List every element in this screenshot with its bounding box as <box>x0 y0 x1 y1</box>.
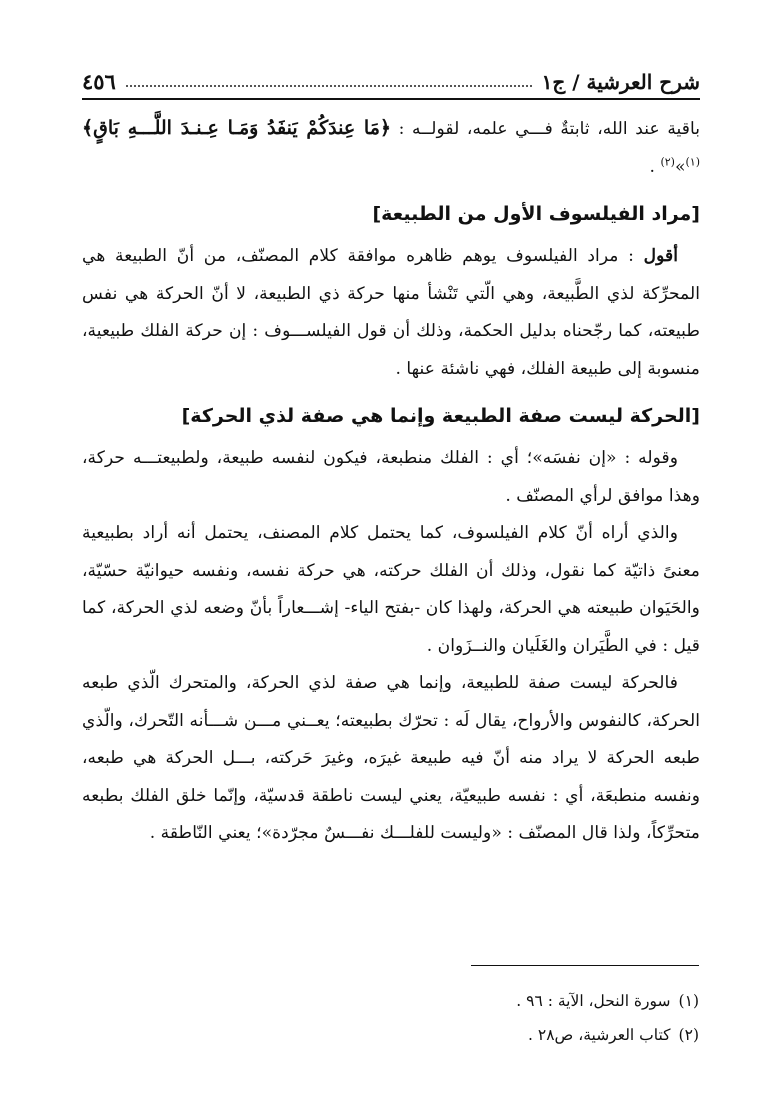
footnote-separator <box>471 965 699 966</box>
header-dotted-leader <box>126 85 532 87</box>
lead-word: أقول <box>643 246 678 266</box>
running-title: شرح العرشية / ج١ <box>541 70 700 94</box>
paragraph: وقوله : «إن نفسَه»؛ أي : الفلك منطبعة، فيكون لنفسه طبيعة، ولطبيعتـــه حركة، وهذا موافق لرأي المصنّف . <box>82 448 700 506</box>
page-header <box>82 58 700 100</box>
paragraph <box>82 238 700 388</box>
section-heading: [الحركة ليست صفة الطبيعة وإنما هي صفة لذي الحركة] <box>181 405 700 427</box>
footnote-ref-2: (٢) <box>660 154 675 168</box>
footnote <box>259 1018 699 1052</box>
footnote-ref-1: (١) <box>685 154 700 168</box>
section-heading: [مراد الفيلسوف الأول من الطبيعة] <box>372 203 700 225</box>
paragraph-text: : مراد الفيلسوف يوهم ظاهره موافقة كلام المصنّف، من أنّ الطبيعة هي المحرِّكة لذي الطَّبيعة، وهي الّتي تَنْشأ منها حركة ذي الطبيعة، لا أنّ الحركة هي نفس طبيعته، كما رجّحناه بدليل الحكمة، وذلك أن قول الفيلســـوف : إن حركة الفلك طبيعية، منسوبة إلى طبيعة الفلك، فهي ناشئة عنها . <box>82 246 700 379</box>
footnotes <box>259 984 699 1052</box>
paragraph: فالحركة ليست صفة للطبيعة، وإنما هي صفة لذي الحركة، والمتحرك الّذي طبعه الحركة، كالنفوس والأرواح، يقال لَه : تحرّك بطبيعته؛ يعــني مـــن شـــأنه التّحرك، والّذي طبعه الحركة لا يراد منه أنّ فيه طبيعة غيرَه، وغيرَ حَركته، بـــل الحركة هي طبعه، ونفسه منطبعَة، أي : نفسه طبيعيّة، يعني ليست ناطقة قدسيّة، وإنّما خلق الفلك بطبعه متحرِّكاً، ولذا قال المصنّف : «وليست للفلـــك نفـــسٌ مجرّدة»؛ يعني النّاطقة . <box>82 673 700 843</box>
closing-quote: » <box>674 156 686 177</box>
main-text <box>82 110 700 853</box>
paragraph: والذي أراه أنّ كلام الفيلسوف، كما يحتمل كلام المصنف، يحتمل أنه أراد بطبيعية معنىً ذاتيّة كما نقول، وذلك أن الفلك حركته، هي حركة نفسه، ونفسه حيوانيّة حسّيّة، والحَيَوان طبيعته هي الحركة، ولهذا كان -بفتح الياء- إشـــعاراً بأنّ وضعه لذي الحركة، كما قيل : في الطَّيَران والغَلَيان والنــزَوان . <box>82 523 700 656</box>
quran-verse: ﴿مَا عِندَكُمْ يَنفَدُ وَمَـا عِـنـدَ اللَّـــهِ بَاقٍ﴾ <box>82 117 392 139</box>
footnote-number: (٢) <box>678 1026 699 1044</box>
page-number: ٤٥٦ <box>82 69 116 94</box>
footnote-text: سورة النحل، الآية : ٩٦ . <box>516 992 671 1010</box>
paragraph-quran <box>82 110 700 186</box>
footnote <box>259 984 699 1018</box>
footnote-text: كتاب العرشية، ص٢٨ . <box>528 1026 671 1044</box>
footnote-number: (١) <box>678 992 699 1010</box>
paragraph-end: . <box>649 156 661 177</box>
paragraph-text: باقية عند الله، ثابتةٌ فـــي علمه، لقولــه : <box>391 119 700 139</box>
